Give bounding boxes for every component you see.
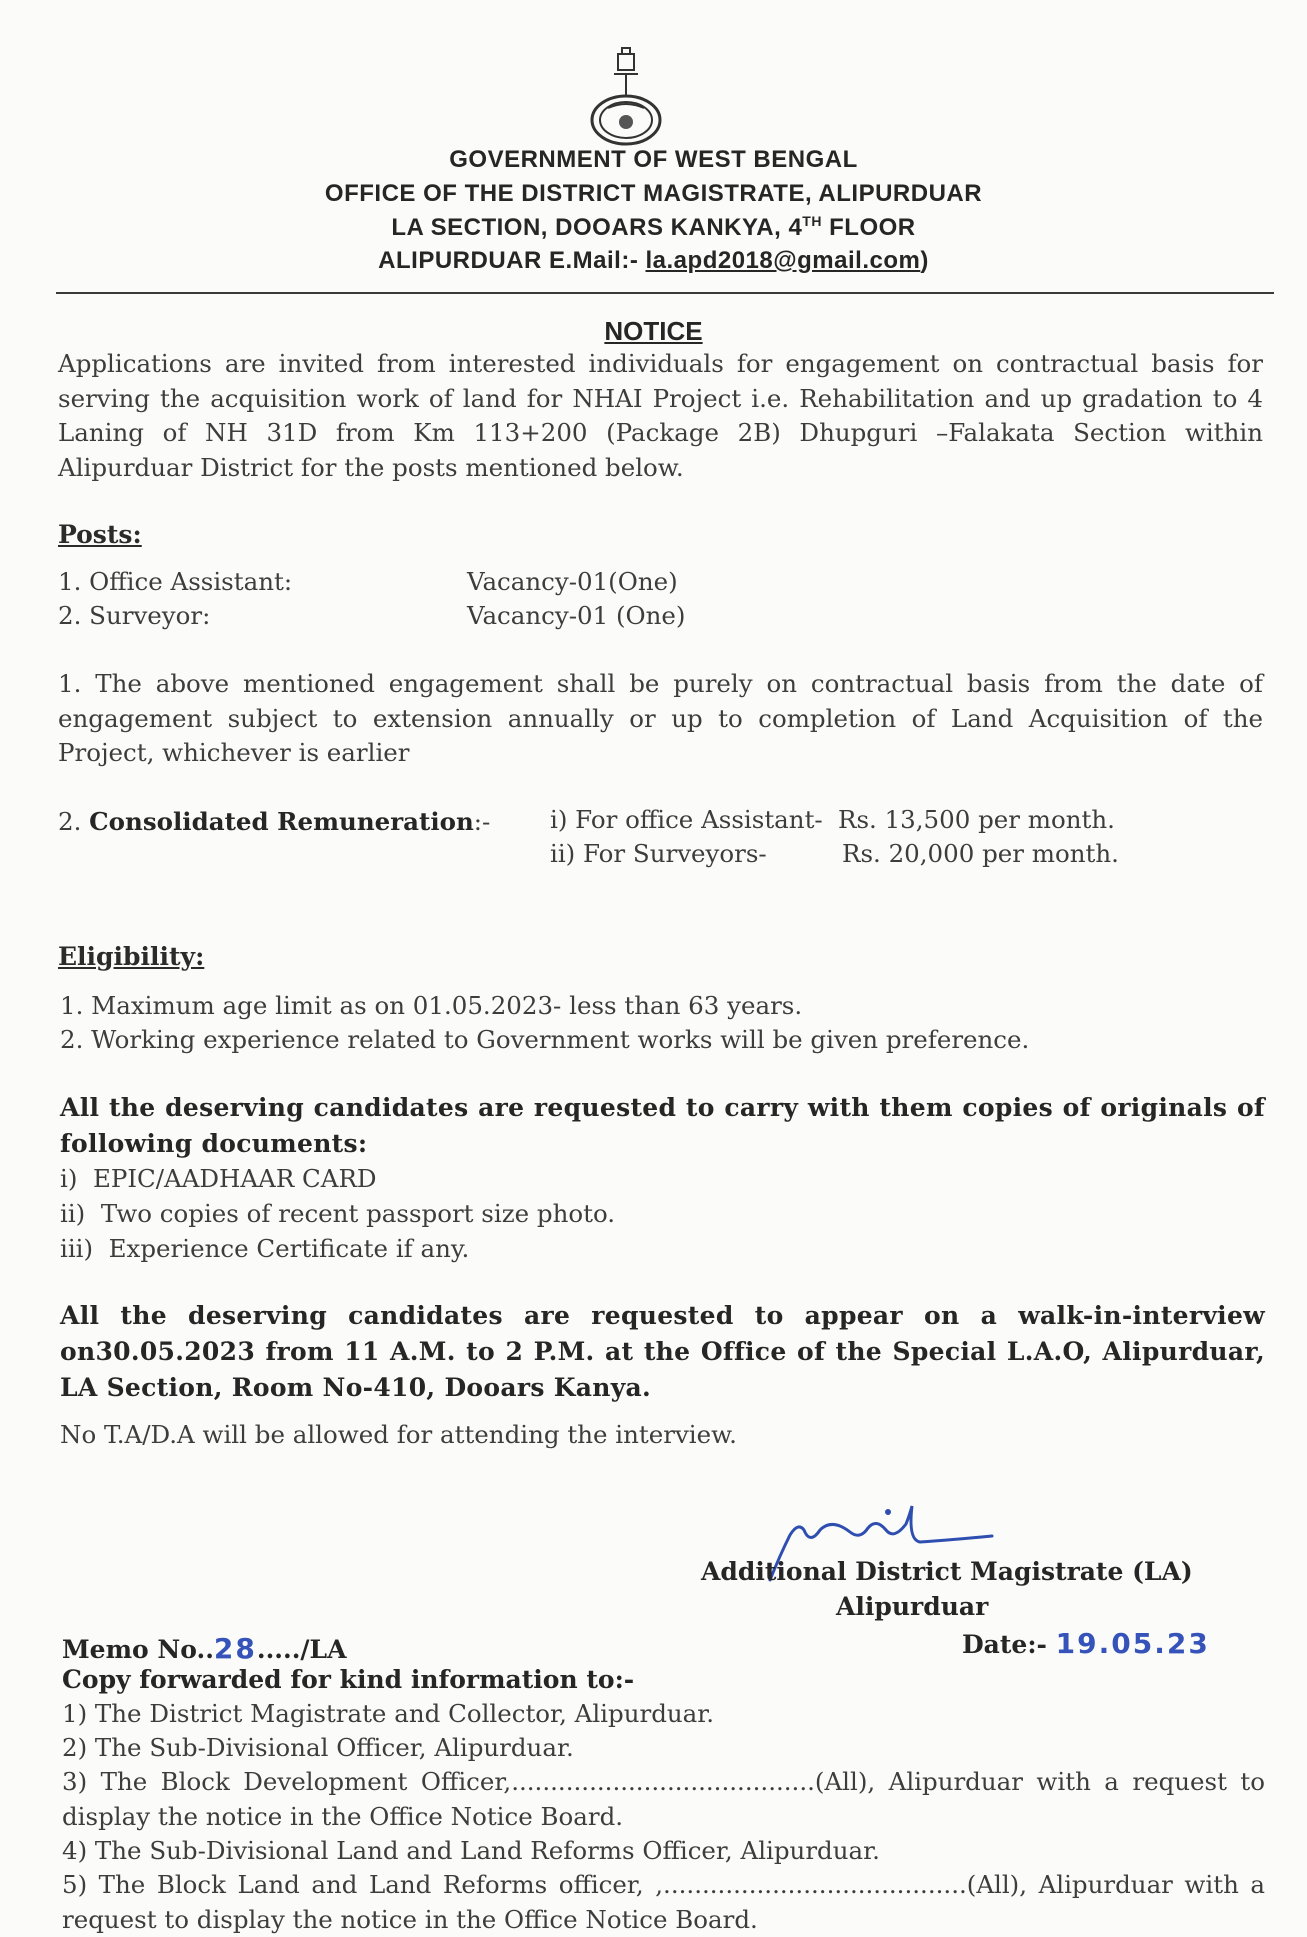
header-line-office: OFFICE OF THE DISTRICT MAGISTRATE, ALIPURDUAR bbox=[324, 180, 983, 207]
document-item: ii) Two copies of recent passport size photo. bbox=[60, 1199, 616, 1228]
remuneration-amount: Rs. 20,000 per month. bbox=[842, 839, 1119, 868]
post-name: 1. Office Assistant: bbox=[58, 567, 293, 596]
memo-date: Date:- 19.05.23 bbox=[962, 1627, 1210, 1660]
copy-item: 3) The Block Development Officer,.......................................(All), Alipurduar with a request to display the notice in the Office Notice Board. bbox=[62, 1767, 1265, 1831]
post-vacancy: Vacancy-01(One) bbox=[467, 567, 678, 596]
post-vacancy: Vacancy-01 (One) bbox=[467, 601, 686, 630]
memo-number-handwritten: 28 bbox=[213, 1632, 257, 1665]
email-link[interactable]: la.apd2018@gmail.com bbox=[645, 247, 921, 274]
documents-instruction: All the deserving candidates are requested to carry with them copies of originals of following documents: bbox=[60, 1093, 1265, 1158]
copy-item: 1) The District Magistrate and Collector, Alipurduar. bbox=[62, 1699, 715, 1728]
document-item: iii) Experience Certificate if any. bbox=[60, 1234, 470, 1263]
state-emblem-icon bbox=[578, 44, 674, 148]
term-contractual-basis: 1. The above mentioned engagement shall be purely on contractual basis from the date of engagement subject to extension annually or up to completion of Land Acquisition of the Project, whichever is earlier bbox=[58, 669, 1263, 767]
interview-instruction: All the deserving candidates are requested to appear on a walk-in-interview on30.05.2023 from 11 A.M. to 2 P.M. at the Office of the Special L.A.O, Alipurduar, LA Section, Room No-410, Dooars Kanya. bbox=[60, 1301, 1265, 1402]
memo-number: Memo No..28...../LA bbox=[62, 1632, 347, 1665]
remuneration-post: i) For office Assistant- bbox=[550, 805, 823, 834]
header-line-email: ALIPURDUAR E.Mail:- la.apd2018@gmail.com) bbox=[378, 247, 929, 274]
signatory-place: Alipurduar bbox=[836, 1592, 989, 1621]
term-remuneration-label: 2. Consolidated Remuneration:- bbox=[58, 807, 491, 836]
header-divider bbox=[56, 292, 1274, 294]
copy-heading: Copy forwarded for kind information to:- bbox=[62, 1665, 635, 1694]
remuneration-amount: Rs. 13,500 per month. bbox=[838, 805, 1115, 834]
signatory-designation: Additional District Magistrate (LA) bbox=[701, 1557, 1193, 1586]
header-line-section: LA SECTION, DOOARS KANKYA, 4TH FLOOR bbox=[391, 213, 916, 241]
post-name: 2. Surveyor: bbox=[58, 601, 211, 630]
copy-item: 4) The Sub-Divisional Land and Land Reforms Officer, Alipurduar. bbox=[62, 1836, 880, 1865]
copy-item: 5) The Block Land and Land Reforms officer, ,.......................................(All), Alipurduar with a request to display the notice in the Office Notice Board. bbox=[62, 1870, 1265, 1934]
eligibility-heading: Eligibility: bbox=[58, 942, 205, 971]
document-item: i) EPIC/AADHAAR CARD bbox=[60, 1164, 377, 1193]
header-line-government: GOVERNMENT OF WEST BENGAL bbox=[449, 146, 858, 173]
notice-title: NOTICE bbox=[604, 316, 703, 346]
copy-item: 2) The Sub-Divisional Officer, Alipurduar. bbox=[62, 1733, 574, 1762]
ta-da-note: No T.A/D.A will be allowed for attending the interview. bbox=[60, 1420, 737, 1449]
eligibility-item: 2. Working experience related to Government works will be given preference. bbox=[60, 1025, 1030, 1054]
notice-intro: Applications are invited from interested individuals for engagement on contractual basis for serving the acquisition work of land for NHAI Project i.e. Rehabilitation and up gradation to 4 Laning of NH 31D from Km 113+200 (Package 2B) Dhupguri –Falakata Section within Alipurduar District for the posts mentioned below. bbox=[58, 349, 1263, 482]
remuneration-post: ii) For Surveyors- bbox=[550, 839, 767, 868]
posts-heading: Posts: bbox=[58, 520, 142, 549]
eligibility-item: 1. Maximum age limit as on 01.05.2023- less than 63 years. bbox=[60, 991, 803, 1020]
memo-date-handwritten: 19.05.23 bbox=[1055, 1627, 1210, 1660]
